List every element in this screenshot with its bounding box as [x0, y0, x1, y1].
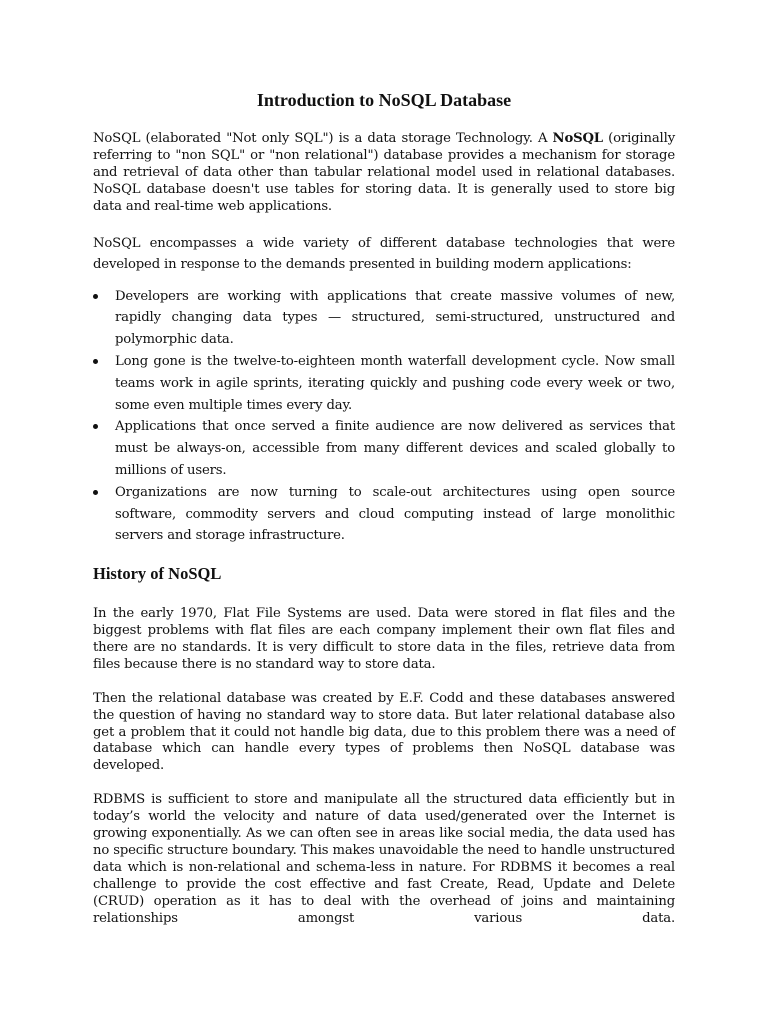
bullet-text: Applications that once served a finite audience are now delivered as services that must be always-on, accessible from many different devices and scaled globally to millions of users. [115, 419, 675, 478]
intro-text-start: NoSQL (elaborated "Not only SQL") is a data storage Technology. A [93, 131, 553, 146]
encompasses-paragraph: NoSQL encompasses a wide variety of different database technologies that were developed in response to the demands presented in building modern applications: [93, 235, 675, 273]
bullet-icon [93, 424, 98, 429]
intro-paragraph [93, 131, 675, 216]
history-paragraph-rdbms: RDBMS is sufficient to store and manipulate all the structured data efficiently but in today’s world the velocity and nature of data used/generated over the Internet is growing exponentially. As we can often see in areas like social media, the data used has no specific structure boundary. This makes unavoidable the need to handle unstructured data which is non-relational and schema-less in nature. For RDBMS it becomes a real challenge to provide the cost effective and fast Create, Read, Update and Delete (CRUD) operation as it has to deal with the overhead of joins and maintaining relationships amongst various data. [93, 792, 675, 926]
bullet-icon [93, 490, 98, 495]
bullet-text: Organizations are now turning to scale-out architectures using open source software, commodity servers and cloud computing instead of large monolithic servers and storage infrastructure. [115, 484, 675, 544]
bullet-text: Developers are working with applications that create massive volumes of new, rapidly changing data types — structured, semi-structured, unstructured and polymorphic data. [115, 288, 675, 348]
bullet-text: Long gone is the twelve-to-eighteen month waterfall development cycle. Now small teams work in agile sprints, iterating quickly and pushing code every week or two, some even multiple times every day. [115, 353, 675, 413]
bullet-icon [93, 294, 98, 299]
document-page [93, 88, 675, 945]
history-paragraph-flat-files: In the early 1970, Flat File Systems are used. Data were stored in flat files and the biggest problems with flat files are each company implement their own flat files and there are no standards. It is very difficult to store data in the files, retrieve data from files because there is no standard way to store data. [93, 606, 675, 672]
document-title: Introduction to NoSQL Database [256, 90, 512, 110]
nosql-bold-term: NoSQL [552, 131, 603, 146]
bullet-item [93, 482, 675, 547]
bullet-item [93, 286, 675, 351]
bullet-item [93, 416, 675, 481]
bullet-list [93, 286, 675, 548]
intro-text-end: (originally referring to "non SQL" or "non relational") database provides a mechanism for storage and retrieval of data other than tabular relational model used in relational databases. NoSQL database doesn't use tables for storing data. It is generally used to store big data and real-time web applications. [93, 131, 675, 214]
bullet-icon [93, 359, 98, 364]
history-heading: History of NoSQL [93, 564, 222, 584]
history-paragraph-relational: Then the relational database was created by E.F. Codd and these databases answered the question of having no standard way to store data. But later relational database also get a problem that it could not handle big data, due to this problem there was a need of database which can handle every types of problems then NoSQL database was developed. [93, 690, 675, 774]
bullet-item [93, 351, 675, 416]
